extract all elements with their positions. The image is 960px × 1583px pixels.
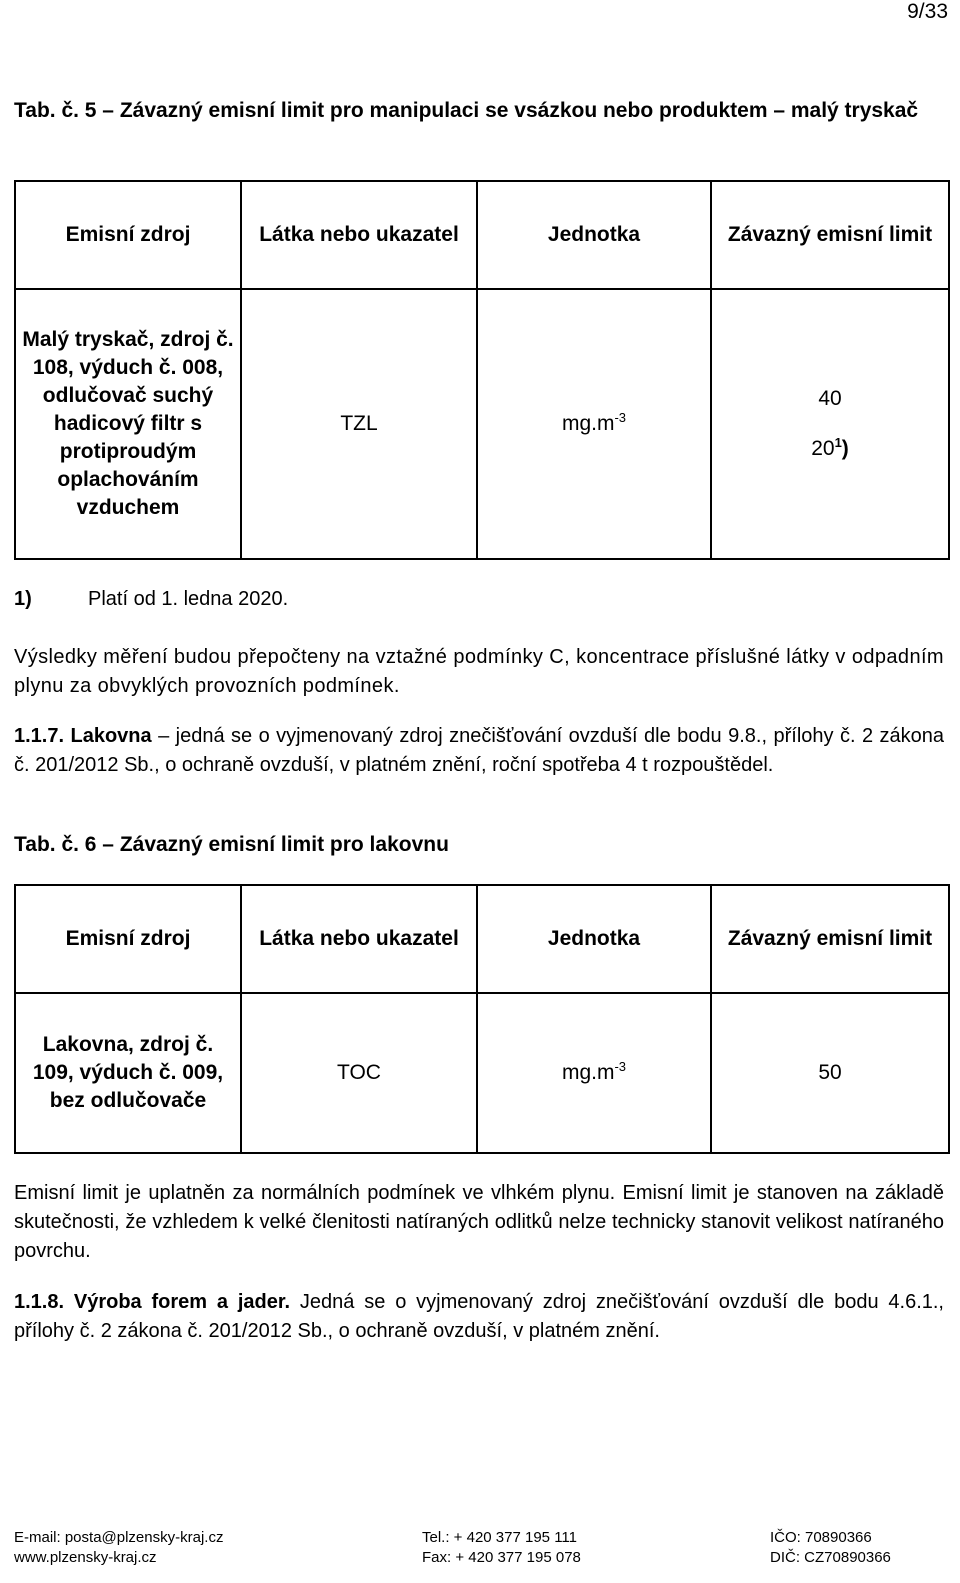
- section-117-title: Lakovna: [70, 725, 152, 747]
- table5-limit-2: $20^1$): [811, 435, 849, 460]
- table6-row: [15, 993, 949, 1153]
- section-118: [14, 1288, 944, 1346]
- section-118-number: 1.1.8.: [14, 1291, 65, 1313]
- table5-caption: Tab. č. 5 – Závazný emisní limit pro manipulaci se vsázkou nebo produktem – malý tryskač: [14, 99, 919, 122]
- table6-limit-cell: 50: [711, 993, 949, 1153]
- table5-header-row: [15, 181, 949, 289]
- table5-unit-cell: [477, 289, 711, 559]
- footer-contact-left: [14, 1528, 223, 1568]
- section-117-number: 1.1.7.: [14, 725, 65, 747]
- table6-header-source: Emisní zdroj: [15, 885, 241, 993]
- section-118-title: Výroba forem a jader.: [73, 1291, 291, 1313]
- footer-contact-middle: [422, 1528, 581, 1568]
- footer-fax: Fax: + 420 377 195 078: [422, 1549, 581, 1566]
- table5-header-source: Emisní zdroj: [15, 181, 241, 289]
- table5-header-limit: Závazný emisní limit: [711, 181, 949, 289]
- table5-row: [15, 289, 949, 559]
- section-117-text: – jedná se o vyjmenovaný zdroj znečišťování ovzduší dle bodu 9.8., přílohy č. 2 zákona č. 201/2012 Sb., o ochraně ovzduší, v platném znění, roční spotřeba 4 t rozpouštědel.: [14, 725, 945, 776]
- table6-unit: mg.m: [561, 1061, 615, 1084]
- table6-header-substance: Látka nebo ukazatel: [241, 885, 477, 993]
- footnote: [14, 588, 288, 611]
- footer-contact-right: [770, 1528, 891, 1568]
- table5-limit-2-note: 1: [834, 435, 842, 450]
- section-117: [14, 722, 944, 780]
- footnote-number: 1): [14, 588, 32, 610]
- table6-substance-cell: TOC: [241, 993, 477, 1153]
- results-paragraph: Výsledky měření budou přepočteny na vztažné podmínky C, koncentrace příslušné látky v odpadním plynu za obvyklých provozních podmínek.: [14, 646, 944, 697]
- table6-unit-cell: [477, 993, 711, 1153]
- table5-header-unit: Jednotka: [477, 181, 711, 289]
- footer-ico: IČO: 70890366: [770, 1529, 872, 1546]
- footer-dic: DIČ: CZ70890366: [770, 1549, 891, 1566]
- table5-substance-cell: TZL: [241, 289, 477, 559]
- table6-header-unit: Jednotka: [477, 885, 711, 993]
- table6-unit-exponent: -3: [614, 1059, 627, 1074]
- table5-limit-1: 40: [818, 387, 842, 410]
- table5-unit-exponent: -3: [614, 410, 627, 425]
- table6-source-cell: Lakovna, zdroj č. 109, výduch č. 009, bez odlučovače: [15, 993, 241, 1153]
- table5-header-substance: Látka nebo ukazatel: [241, 181, 477, 289]
- table5-limit-cell: [711, 289, 949, 559]
- page-number: 9/33: [907, 0, 948, 23]
- table5-unit: mg.m: [561, 412, 615, 435]
- limit-paragraph: Emisní limit je uplatněn za normálních podmínek ve vlhkém plynu. Emisní limit je stanoven na základě skutečnosti, že vzhledem k velké členitosti natíraných odlitků nelze technicky stanovit velikost natíraného povrchu.: [14, 1182, 944, 1262]
- table6-caption: Tab. č. 6 – Závazný emisní limit pro lakovnu: [14, 833, 449, 856]
- table5-source-cell: Malý tryskač, zdroj č. 108, výduch č. 008, odlučovač suchý hadicový filtr s protiproudým oplachováním vzduchem: [15, 289, 241, 559]
- table6-header-row: [15, 885, 949, 993]
- footer-tel: Tel.: + 420 377 195 111: [422, 1529, 577, 1546]
- footnote-text: Platí od 1. ledna 2020.: [88, 588, 289, 610]
- table5: [14, 180, 950, 560]
- table6-header-limit: Závazný emisní limit: [711, 885, 949, 993]
- footer-email: E-mail: posta@plzensky-kraj.cz: [14, 1529, 224, 1546]
- section-118-text: Jedná se o vyjmenovaný zdroj znečišťování ovzduší dle bodu 4.6.1., přílohy č. 2 zákona č. 201/2012 Sb., o ochraně ovzduší, v platném znění.: [14, 1291, 944, 1342]
- table6: [14, 884, 950, 1154]
- footer-web: www.plzensky-kraj.cz: [14, 1549, 157, 1566]
